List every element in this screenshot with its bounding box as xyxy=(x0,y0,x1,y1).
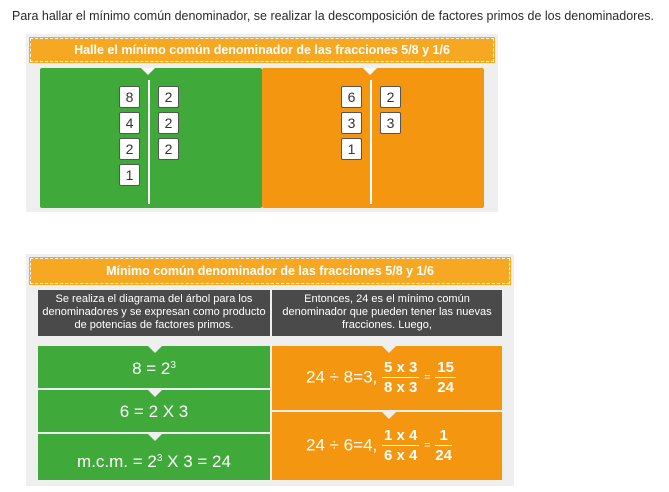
calc2-division: 24 ÷ 6=4, xyxy=(306,435,378,455)
equation-6 xyxy=(38,390,270,432)
tree-cell: 3 xyxy=(341,112,362,134)
panel-notch xyxy=(141,68,155,75)
equation-8-text: 8 = 2 xyxy=(132,359,171,378)
fraction-15-24 xyxy=(435,358,456,397)
tree-cell: 6 xyxy=(341,86,362,108)
fraction-denominator: 24 xyxy=(435,447,452,464)
exponent: 3 xyxy=(170,360,176,371)
factor-tree-8 xyxy=(40,68,262,208)
equation-8 xyxy=(38,346,270,388)
box-notch xyxy=(148,346,162,353)
tree-cell: 1 xyxy=(341,138,362,160)
fraction-5x3-8x3 xyxy=(382,358,419,397)
box-notch xyxy=(382,412,396,419)
fraction-numerator: 5 x 3 xyxy=(383,359,418,376)
tree-divider xyxy=(370,80,372,204)
tree-cell: 2 xyxy=(158,86,179,108)
fraction-numerator: 15 xyxy=(437,359,454,376)
fraction-numerator: 1 xyxy=(435,426,452,446)
box-notch xyxy=(382,346,396,353)
factor-tree-card xyxy=(26,34,498,212)
exponent: 3 xyxy=(156,453,163,464)
equals-sign: = xyxy=(424,439,431,452)
tree-cell: 3 xyxy=(380,112,401,134)
fraction-denominator: 24 xyxy=(437,379,454,396)
tree-divider xyxy=(148,80,150,204)
fraction-denominator: 8 x 3 xyxy=(383,379,418,396)
intro-text: Para hallar el mínimo común denominador, se realizar la descomposición de factores primos de los denominadores. xyxy=(12,9,654,23)
box-notch xyxy=(148,390,162,397)
panel-notch xyxy=(363,68,377,75)
lcm-result-card xyxy=(26,254,514,486)
description-left: Se realiza el diagrama del árbol para los denominadores y se expresan como producto de potencias de factores primos. xyxy=(38,290,270,336)
fraction-denominator: 6 x 4 xyxy=(383,447,418,464)
card1-title: Halle el mínimo común denominador de las fracciones 5/8 y 1/6 xyxy=(30,38,494,62)
box-notch xyxy=(148,434,162,441)
fraction-1x4-6x4 xyxy=(382,426,419,465)
tree-cell: 2 xyxy=(158,112,179,134)
equals-sign: = xyxy=(424,371,431,384)
fraction-numerator: 1 x 4 xyxy=(383,427,418,444)
tree-cell: 8 xyxy=(119,86,140,108)
calc-1-6 xyxy=(272,412,502,480)
card2-title: Mínimo común denominador de las fracciones 5/8 y 1/6 xyxy=(30,258,510,284)
tree-cell: 2 xyxy=(158,138,179,160)
lcm-result: X 3 = 24 xyxy=(162,452,231,471)
calc-5-8 xyxy=(272,346,502,410)
factor-tree-6 xyxy=(262,68,484,208)
equation-6-text: 6 = 2 X 3 xyxy=(119,402,189,421)
fraction-1-24 xyxy=(435,426,452,465)
tree-cell: 2 xyxy=(380,86,401,108)
lcm-text: m.c.m. = 2 xyxy=(77,452,157,471)
tree-cell: 2 xyxy=(119,138,140,160)
equation-lcm xyxy=(38,434,270,480)
tree-cell: 1 xyxy=(119,164,140,186)
description-right: Entonces, 24 es el mínimo común denominador que pueden tener las nuevas fracciones. Luego, xyxy=(272,290,502,336)
tree-cell: 4 xyxy=(119,112,140,134)
calc1-division: 24 ÷ 8=3, xyxy=(306,367,378,387)
